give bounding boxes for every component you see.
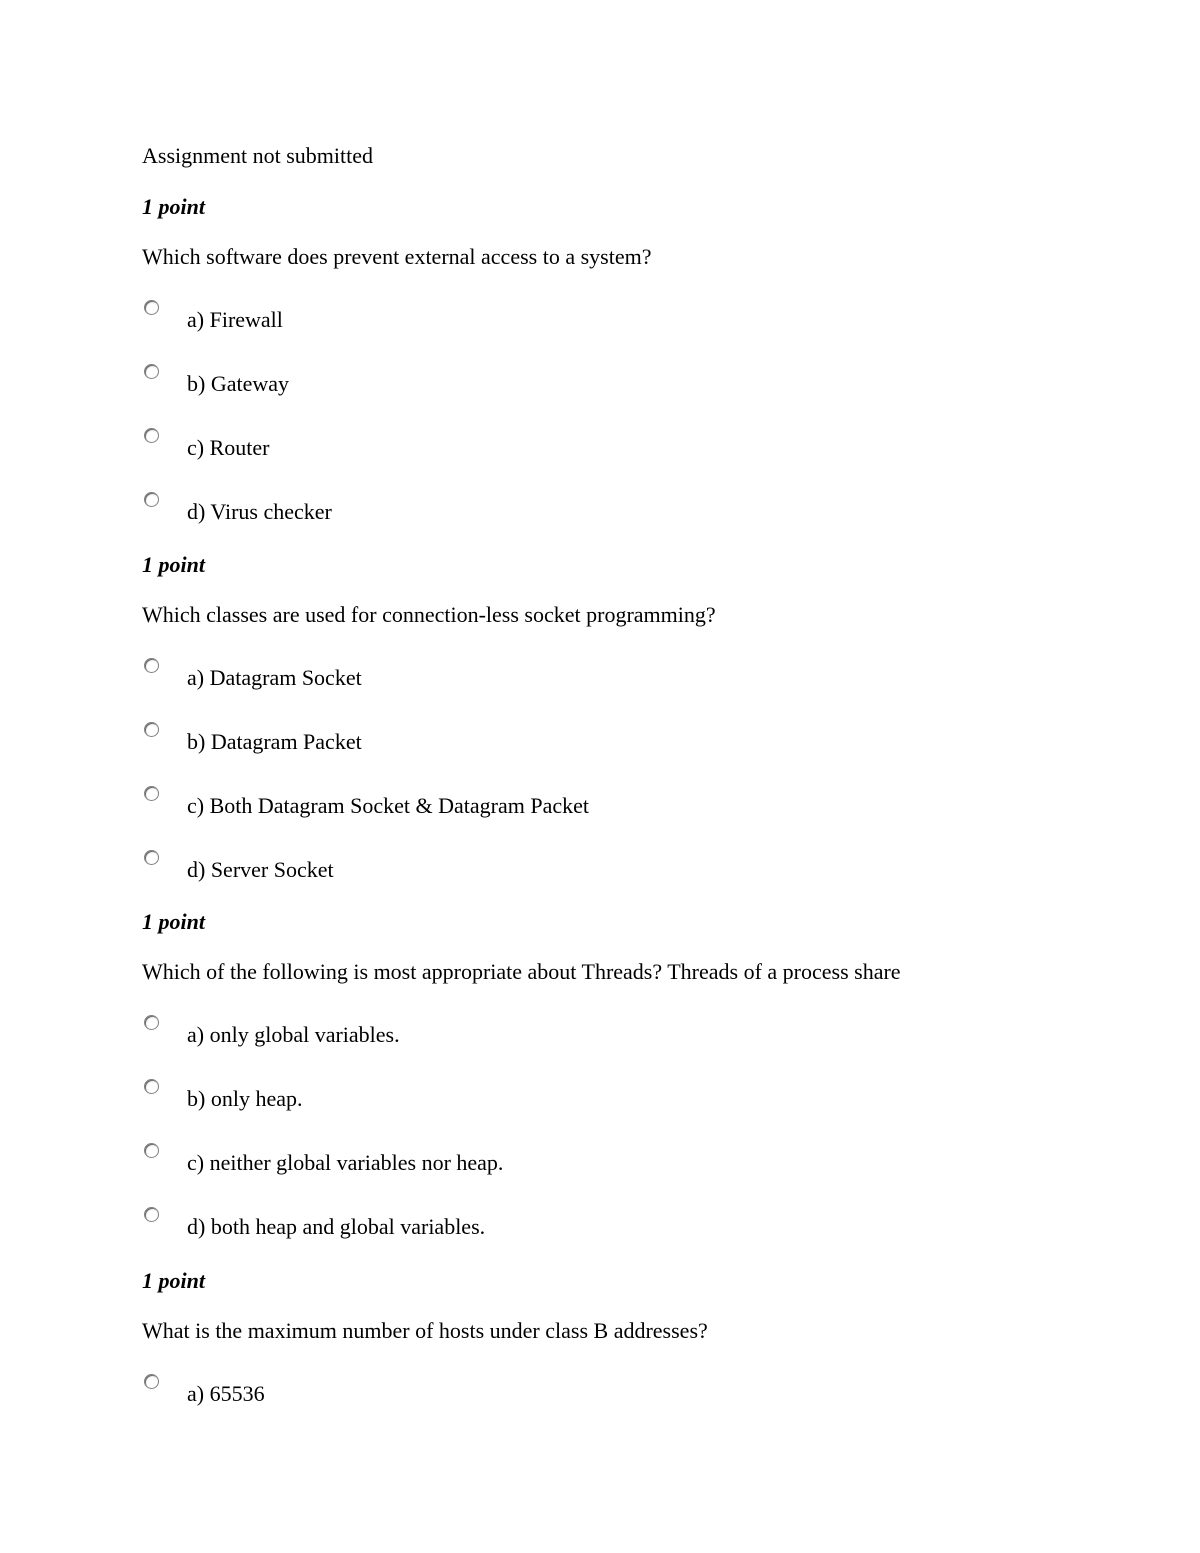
option-label[interactable]: b) only heap. (187, 1086, 303, 1111)
question-text: Which software does prevent external access to a system? (142, 244, 652, 269)
option-4a[interactable] (142, 1374, 1042, 1414)
option-label[interactable]: d) Server Socket (187, 857, 334, 882)
question-points: 1 point (142, 194, 205, 219)
radio-button[interactable] (144, 1015, 159, 1030)
question-text: Which classes are used for connection-less socket programming? (142, 602, 716, 627)
radio-button[interactable] (144, 1079, 159, 1094)
option-1d[interactable] (142, 492, 1042, 532)
radio-button[interactable] (144, 492, 159, 507)
option-label[interactable]: c) Router (187, 435, 270, 460)
option-label[interactable]: a) Datagram Socket (187, 665, 362, 690)
option-3a[interactable] (142, 1015, 1042, 1055)
question-points: 1 point (142, 552, 205, 577)
radio-button[interactable] (144, 722, 159, 737)
question-points: 1 point (142, 1268, 205, 1293)
option-2c[interactable] (142, 786, 1042, 826)
radio-button[interactable] (144, 300, 159, 315)
option-label[interactable]: b) Gateway (187, 371, 290, 396)
radio-button[interactable] (144, 1374, 159, 1389)
radio-button[interactable] (144, 850, 159, 865)
radio-button[interactable] (144, 1207, 159, 1222)
assignment-status: Assignment not submitted (142, 143, 373, 168)
option-1a[interactable] (142, 300, 1042, 340)
option-label[interactable]: d) Virus checker (187, 499, 332, 524)
option-2d[interactable] (142, 850, 1042, 890)
question-text: Which of the following is most appropriate about Threads? Threads of a process share (142, 959, 901, 984)
option-2b[interactable] (142, 722, 1042, 762)
option-3b[interactable] (142, 1079, 1042, 1119)
radio-button[interactable] (144, 658, 159, 673)
option-label[interactable]: d) both heap and global variables. (187, 1214, 486, 1239)
option-label[interactable]: a) only global variables. (187, 1022, 400, 1047)
radio-button[interactable] (144, 428, 159, 443)
option-label[interactable]: a) 65536 (187, 1381, 265, 1406)
radio-button[interactable] (144, 364, 159, 379)
option-1b[interactable] (142, 364, 1042, 404)
radio-button[interactable] (144, 1143, 159, 1158)
question-points: 1 point (142, 909, 205, 934)
option-1c[interactable] (142, 428, 1042, 468)
option-3d[interactable] (142, 1207, 1042, 1247)
option-label[interactable]: c) Both Datagram Socket & Datagram Packet (187, 793, 589, 818)
option-2a[interactable] (142, 658, 1042, 698)
option-3c[interactable] (142, 1143, 1042, 1183)
option-label[interactable]: a) Firewall (187, 307, 283, 332)
option-label[interactable]: b) Datagram Packet (187, 729, 362, 754)
question-text: What is the maximum number of hosts under class B addresses? (142, 1318, 708, 1343)
radio-button[interactable] (144, 786, 159, 801)
option-label[interactable]: c) neither global variables nor heap. (187, 1150, 504, 1175)
